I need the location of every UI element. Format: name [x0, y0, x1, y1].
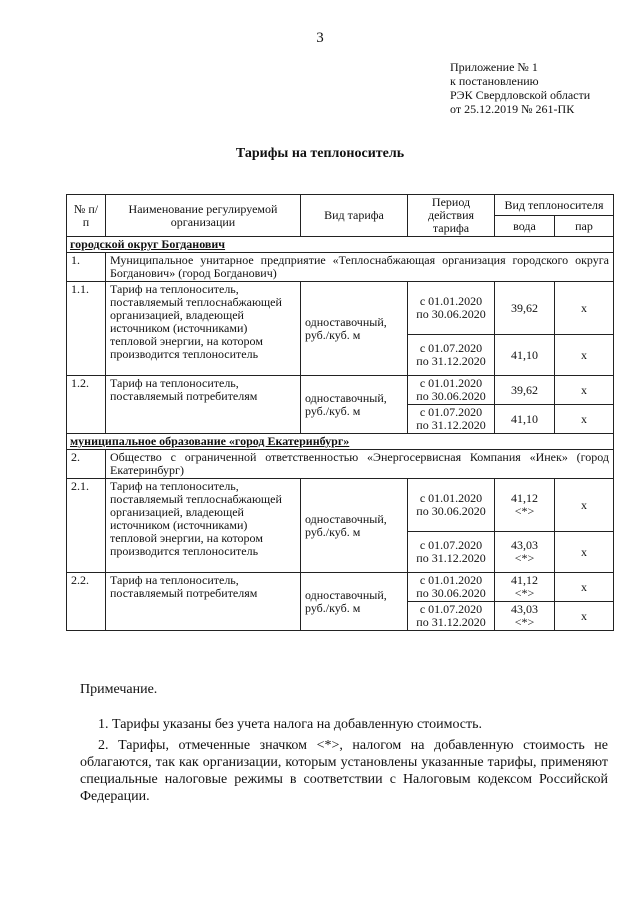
period-cell [408, 335, 495, 376]
tariff-type: одноставочный, руб./куб. м [301, 282, 408, 376]
water-value: 41,10 [495, 405, 555, 434]
water-value [495, 532, 555, 573]
row-num: 2.1. [67, 479, 106, 573]
period-from: с 01.07.2020 [419, 602, 483, 616]
appendix-line: РЭК Свердловской области [450, 88, 591, 102]
org-name: Общество с ограниченной ответственностью «Энергосервисная Компания «Инек» (город Екатеринбург) [106, 450, 614, 479]
water-value-number: 43,03 [511, 538, 538, 552]
period-cell [408, 376, 495, 405]
period-cell [408, 573, 495, 602]
page-number: 3 [316, 30, 324, 46]
steam-value: х [555, 376, 614, 405]
water-value [495, 602, 555, 631]
steam-value: х [555, 573, 614, 602]
steam-value: х [555, 602, 614, 631]
water-value-note: <*> [514, 551, 535, 565]
period-from: с 01.07.2020 [419, 538, 483, 552]
period-from: с 01.01.2020 [419, 573, 483, 587]
water-value-number: 41,12 [511, 573, 538, 587]
header-period: Период действия тарифа [408, 195, 495, 237]
note-item: 1. Тарифы указаны без учета налога на добавленную стоимость. [98, 717, 483, 732]
tariff-description: Тариф на теплоноситель, поставляемый теплоснабжающей организацией, владеющей источником (источниками) тепловой энергии, на котором производится теплоноситель [106, 282, 301, 376]
org-num: 2. [67, 450, 106, 479]
period-from: с 01.07.2020 [419, 405, 483, 419]
steam-value: х [555, 532, 614, 573]
water-value-note: <*> [514, 615, 535, 629]
water-value: 39,62 [495, 376, 555, 405]
header-num: № п/п [67, 195, 106, 237]
tariff-type: одноставочный, руб./куб. м [301, 376, 408, 434]
period-cell [408, 479, 495, 532]
section-title: муниципальное образование «город Екатеринбург» [67, 434, 614, 450]
steam-value: х [555, 479, 614, 532]
water-value-note: <*> [514, 504, 535, 518]
tariff-description: Тариф на теплоноситель, поставляемый теплоснабжающей организацией, владеющей источником (источниками) тепловой энергии, на котором производится теплоноситель [106, 479, 301, 573]
row-num: 2.2. [67, 573, 106, 631]
header-organization: Наименование регулируемой организации [106, 195, 301, 237]
period-cell [408, 282, 495, 335]
header-tariff-type: Вид тарифа [301, 195, 408, 237]
document-title: Тарифы на теплоноситель [235, 146, 405, 161]
tariff-type: одноставочный, руб./куб. м [301, 479, 408, 573]
period-from: с 01.01.2020 [419, 491, 483, 505]
water-value: 41,10 [495, 335, 555, 376]
water-value [495, 479, 555, 532]
header-water: вода [495, 216, 555, 237]
period-from: с 01.01.2020 [419, 376, 483, 390]
tariff-type: одноставочный, руб./куб. м [301, 573, 408, 631]
header-carrier: Вид теплоносителя [495, 195, 614, 216]
row-num: 1.1. [67, 282, 106, 376]
org-name: Муниципальное унитарное предприятие «Теплоснабжающая организация городского округа Богданович» (город Богданович) [106, 253, 614, 282]
water-value [495, 573, 555, 602]
tariff-description: Тариф на теплоноситель, поставляемый потребителям [106, 573, 301, 631]
water-value: 39,62 [495, 282, 555, 335]
water-value-note: <*> [514, 586, 535, 600]
steam-value: х [555, 335, 614, 376]
appendix-block [450, 60, 590, 116]
water-value-number: 41,12 [511, 491, 538, 505]
period-cell [408, 602, 495, 631]
appendix-line: Приложение № 1 [450, 60, 538, 74]
row-num: 1.2. [67, 376, 106, 434]
period-to: по 30.06.2020 [416, 504, 486, 518]
appendix-line: от 25.12.2019 № 261-ПК [450, 102, 575, 116]
header-steam: пар [555, 216, 614, 237]
notes-title: Примечание. [80, 682, 158, 697]
period-from: с 01.01.2020 [419, 294, 483, 308]
period-cell [408, 405, 495, 434]
steam-value: х [555, 405, 614, 434]
steam-value: х [555, 282, 614, 335]
appendix-line: к постановлению [450, 74, 539, 88]
period-to: по 31.12.2020 [416, 418, 486, 432]
period-to: по 30.06.2020 [416, 307, 486, 321]
period-to: по 31.12.2020 [416, 615, 486, 629]
org-num: 1. [67, 253, 106, 282]
period-to: по 31.12.2020 [416, 551, 486, 565]
tariff-description: Тариф на теплоноситель, поставляемый потребителям [106, 376, 301, 434]
period-to: по 30.06.2020 [416, 389, 486, 403]
period-to: по 31.12.2020 [416, 354, 486, 368]
period-cell [408, 532, 495, 573]
water-value-number: 43,03 [511, 602, 538, 616]
note-item: 2. Тарифы, отмеченные значком <*>, налогом на добавленную стоимость не облагаются, так как организации, которым установлены указанные тарифы, применяют специальные налоговые режимы в соответствии с Налоговым кодексом Российской Федерации. [80, 738, 608, 804]
tariff-table [66, 194, 614, 631]
period-from: с 01.07.2020 [419, 341, 483, 355]
section-title: городской округ Богданович [67, 237, 614, 253]
period-to: по 30.06.2020 [416, 586, 486, 600]
